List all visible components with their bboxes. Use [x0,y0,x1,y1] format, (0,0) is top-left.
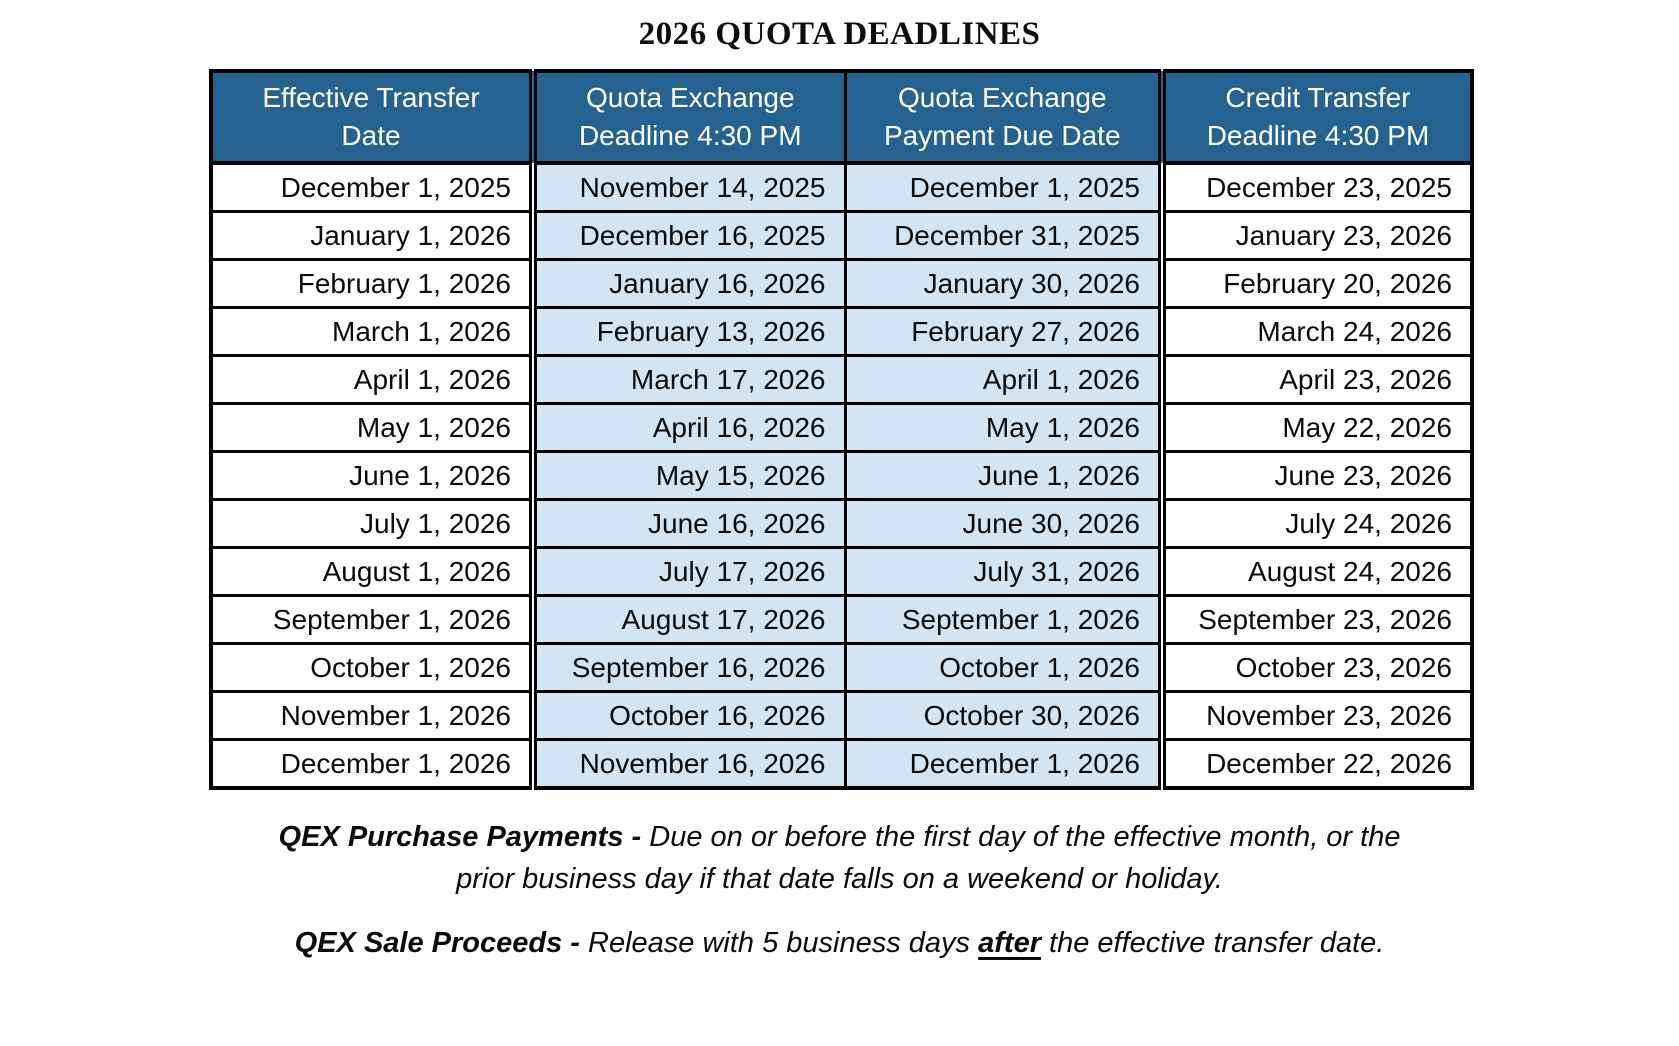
cell-credit-transfer-deadline: October 23, 2026 [1162,644,1472,692]
footnotes [250,816,1430,964]
header-line: Payment Due Date [883,120,1121,151]
table-header-row [211,71,1472,163]
header-line: Effective Transfer [262,82,480,113]
cell-quota-exchange-payment-due-date: December 1, 2025 [845,163,1162,212]
cell-credit-transfer-deadline: December 22, 2026 [1162,740,1472,789]
header-line: Date [341,120,401,151]
cell-effective-transfer-date: October 1, 2026 [211,644,533,692]
cell-quota-exchange-deadline: July 17, 2026 [533,548,845,596]
cell-quota-exchange-deadline: December 16, 2025 [533,212,845,260]
note-qex-sale-proceeds [250,922,1430,964]
cell-credit-transfer-deadline: December 23, 2025 [1162,163,1472,212]
note-body: Due on or before the first day of the effective month, or the prior business day if that date falls on a weekend or holiday. [456,821,1401,895]
cell-credit-transfer-deadline: July 24, 2026 [1162,500,1472,548]
column-header-effective-transfer-date [211,71,533,163]
table-container [209,69,1470,790]
cell-quota-exchange-payment-due-date: December 31, 2025 [845,212,1162,260]
cell-credit-transfer-deadline: April 23, 2026 [1162,356,1472,404]
cell-quota-exchange-payment-due-date: June 1, 2026 [845,452,1162,500]
cell-quota-exchange-deadline: October 16, 2026 [533,692,845,740]
cell-credit-transfer-deadline: January 23, 2026 [1162,212,1472,260]
quota-deadlines-table [209,69,1474,790]
table-row [211,740,1472,789]
cell-effective-transfer-date: August 1, 2026 [211,548,533,596]
cell-quota-exchange-deadline: September 16, 2026 [533,644,845,692]
cell-effective-transfer-date: December 1, 2026 [211,740,533,789]
cell-quota-exchange-deadline: May 15, 2026 [533,452,845,500]
table-row [211,452,1472,500]
note-lead: QEX Sale Proceeds [294,927,563,959]
cell-quota-exchange-payment-due-date: January 30, 2026 [845,260,1162,308]
header-line: Quota Exchange [585,82,795,113]
column-header-quota-exchange-payment-due-date [845,71,1162,163]
cell-quota-exchange-deadline: November 16, 2026 [533,740,845,789]
page-title: 2026 QUOTA DEADLINES [638,16,1041,52]
header-line: Credit Transfer [1225,82,1411,113]
cell-quota-exchange-deadline: August 17, 2026 [533,596,845,644]
cell-quota-exchange-payment-due-date: October 30, 2026 [845,692,1162,740]
note-body: Release with 5 business days [588,927,979,959]
note-emphasis-after: after [978,927,1041,959]
cell-effective-transfer-date: January 1, 2026 [211,212,533,260]
cell-quota-exchange-deadline: January 16, 2026 [533,260,845,308]
cell-credit-transfer-deadline: June 23, 2026 [1162,452,1472,500]
cell-quota-exchange-payment-due-date: September 1, 2026 [845,596,1162,644]
cell-effective-transfer-date: April 1, 2026 [211,356,533,404]
cell-credit-transfer-deadline: November 23, 2026 [1162,692,1472,740]
column-header-credit-transfer-deadline [1162,71,1472,163]
table-row [211,308,1472,356]
table-row [211,212,1472,260]
cell-effective-transfer-date: May 1, 2026 [211,404,533,452]
header-line: Deadline 4:30 PM [578,120,802,151]
note-body: the effective transfer date. [1040,927,1385,959]
note-separator: - [623,821,650,853]
table-row [211,644,1472,692]
table-row [211,356,1472,404]
note-separator: - [562,927,589,959]
cell-effective-transfer-date: June 1, 2026 [211,452,533,500]
cell-effective-transfer-date: March 1, 2026 [211,308,533,356]
table-row [211,548,1472,596]
note-lead: QEX Purchase Payments [278,821,624,853]
cell-quota-exchange-payment-due-date: February 27, 2026 [845,308,1162,356]
cell-effective-transfer-date: December 1, 2025 [211,163,533,212]
cell-quota-exchange-deadline: November 14, 2025 [533,163,845,212]
cell-quota-exchange-payment-due-date: April 1, 2026 [845,356,1162,404]
cell-effective-transfer-date: November 1, 2026 [211,692,533,740]
table-row [211,692,1472,740]
table-row [211,260,1472,308]
cell-quota-exchange-payment-due-date: December 1, 2026 [845,740,1162,789]
cell-credit-transfer-deadline: March 24, 2026 [1162,308,1472,356]
cell-quota-exchange-payment-due-date: June 30, 2026 [845,500,1162,548]
table-row [211,404,1472,452]
cell-effective-transfer-date: July 1, 2026 [211,500,533,548]
column-header-quota-exchange-deadline [533,71,845,163]
cell-effective-transfer-date: February 1, 2026 [211,260,533,308]
header-line: Deadline 4:30 PM [1206,120,1430,151]
table-row [211,163,1472,212]
cell-quota-exchange-deadline: April 16, 2026 [533,404,845,452]
cell-quota-exchange-deadline: March 17, 2026 [533,356,845,404]
cell-credit-transfer-deadline: May 22, 2026 [1162,404,1472,452]
cell-effective-transfer-date: September 1, 2026 [211,596,533,644]
table-row [211,500,1472,548]
cell-quota-exchange-payment-due-date: May 1, 2026 [845,404,1162,452]
cell-quota-exchange-payment-due-date: October 1, 2026 [845,644,1162,692]
header-line: Quota Exchange [897,82,1107,113]
cell-credit-transfer-deadline: September 23, 2026 [1162,596,1472,644]
cell-credit-transfer-deadline: February 20, 2026 [1162,260,1472,308]
cell-quota-exchange-deadline: February 13, 2026 [533,308,845,356]
cell-credit-transfer-deadline: August 24, 2026 [1162,548,1472,596]
table-row [211,596,1472,644]
cell-quota-exchange-deadline: June 16, 2026 [533,500,845,548]
note-qex-purchase-payments [250,816,1430,900]
cell-quota-exchange-payment-due-date: July 31, 2026 [845,548,1162,596]
deadline-table-body [211,163,1472,788]
